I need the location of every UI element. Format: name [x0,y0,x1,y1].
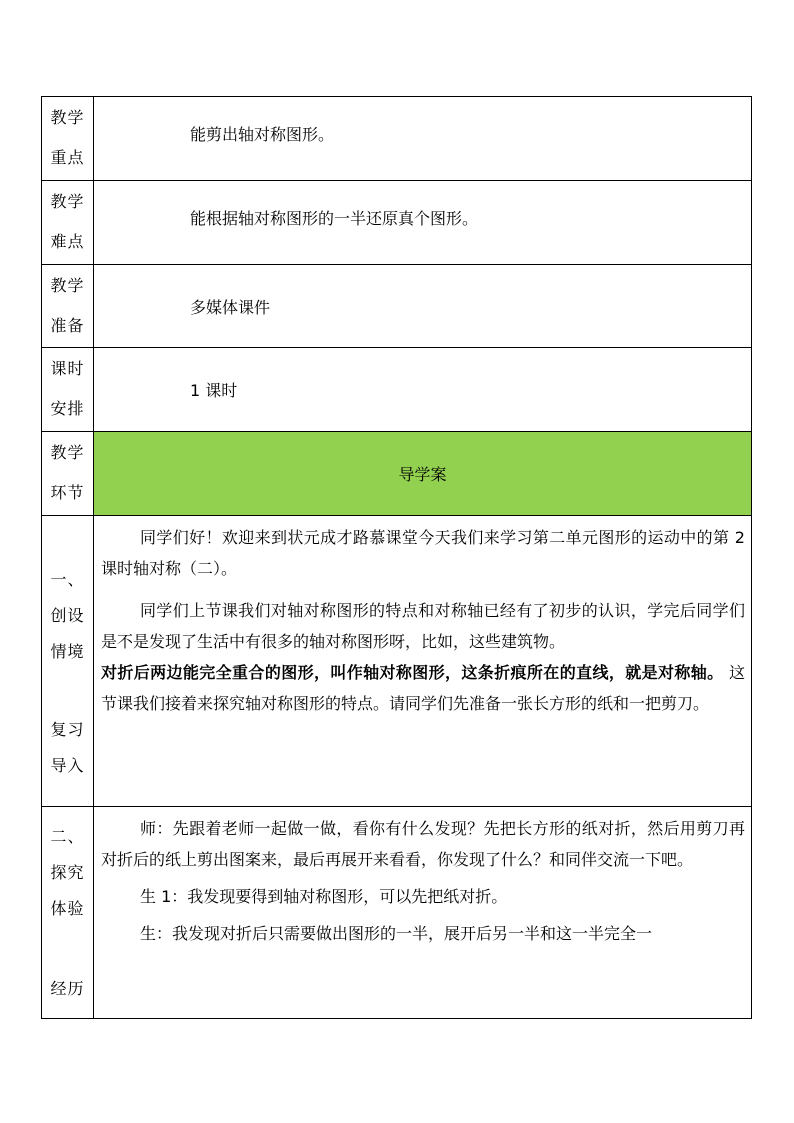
stage-header-text: 导学案 [398,465,447,484]
label-line: 探究 [50,863,85,882]
stage-header-cell [94,432,752,516]
row-difficulties [42,181,752,265]
row-label [42,97,94,181]
paragraph: 生：我发现对折后只需要做出图形的一半，展开后另一半和这一半完全一 [140,924,653,943]
row-label [42,265,94,348]
label-line: 教学 [50,443,85,462]
label-line: 体验 [50,899,85,918]
label-line: 经历 [50,979,85,998]
row-section-2 [42,807,752,1019]
row-content [94,97,752,181]
label-line: 课时 [50,359,85,378]
section-2-label [42,807,94,1019]
section-1-content [94,516,752,807]
label-line: 教学 [50,192,85,211]
paragraph: 同学们好！欢迎来到状元成才路慕课堂今天我们来学习第二单元图形的运动中的第 2 课时轴对称（二）。 [101,528,745,578]
paragraph: 同学们上节课我们对轴对称图形的特点和对称轴已经有了初步的认识，学完后同学们是不是发现了生活中有很多的轴对称图形呀，比如，这些建筑物。 [101,601,745,651]
row-section-1 [42,516,752,807]
row-content [94,181,752,265]
paragraph: 师：先跟着老师一起做一做，看你有什么发现？先把长方形的纸对折，然后用剪刀再对折后的纸上剪出图案来，最后再展开来看看，你发现了什么？和同伴交流一下吧。 [101,819,745,869]
row-label [42,181,94,265]
row-label [42,432,94,516]
row-content [94,265,752,348]
paragraph-text: 这节课我们接着来探究轴对称图形的特点。请同学们先准备一张长方形的纸和一把剪刀。 [101,663,745,713]
schedule-text: 1 课时 [190,381,238,400]
key-points-text: 能剪出轴对称图形。 [190,125,335,144]
label-line: 导入 [50,756,85,775]
row-stage [42,432,752,516]
definition-text: 对折后两边能完全重合的图形，叫作轴对称图形，这条折痕所在的直线，就是对称轴。 [101,663,724,682]
label-line: 难点 [50,232,85,251]
row-key-points [42,97,752,181]
label-line: 重点 [50,148,85,167]
row-content [94,348,752,432]
label-line: 创设 [50,606,85,625]
lesson-plan-table [41,96,752,1019]
label-line: 教学 [50,108,85,127]
section-2-content [94,807,752,1019]
preparation-text: 多媒体课件 [190,298,271,317]
label-line: 二、 [50,827,85,846]
label-line: 教学 [50,276,85,295]
label-line: 情境 [50,642,85,661]
difficulties-text: 能根据轴对称图形的一半还原真个图形。 [190,209,479,228]
row-label [42,348,94,432]
row-preparation [42,265,752,348]
label-line: 复习 [50,720,85,739]
paragraph [94,657,751,719]
paragraph: 生 1：我发现要得到轴对称图形，可以先把纸对折。 [140,887,508,906]
label-line: 安排 [50,399,85,418]
section-1-label [42,516,94,807]
label-line: 一、 [50,570,85,589]
label-line: 准备 [50,316,85,335]
row-schedule [42,348,752,432]
label-line: 环节 [50,483,85,502]
